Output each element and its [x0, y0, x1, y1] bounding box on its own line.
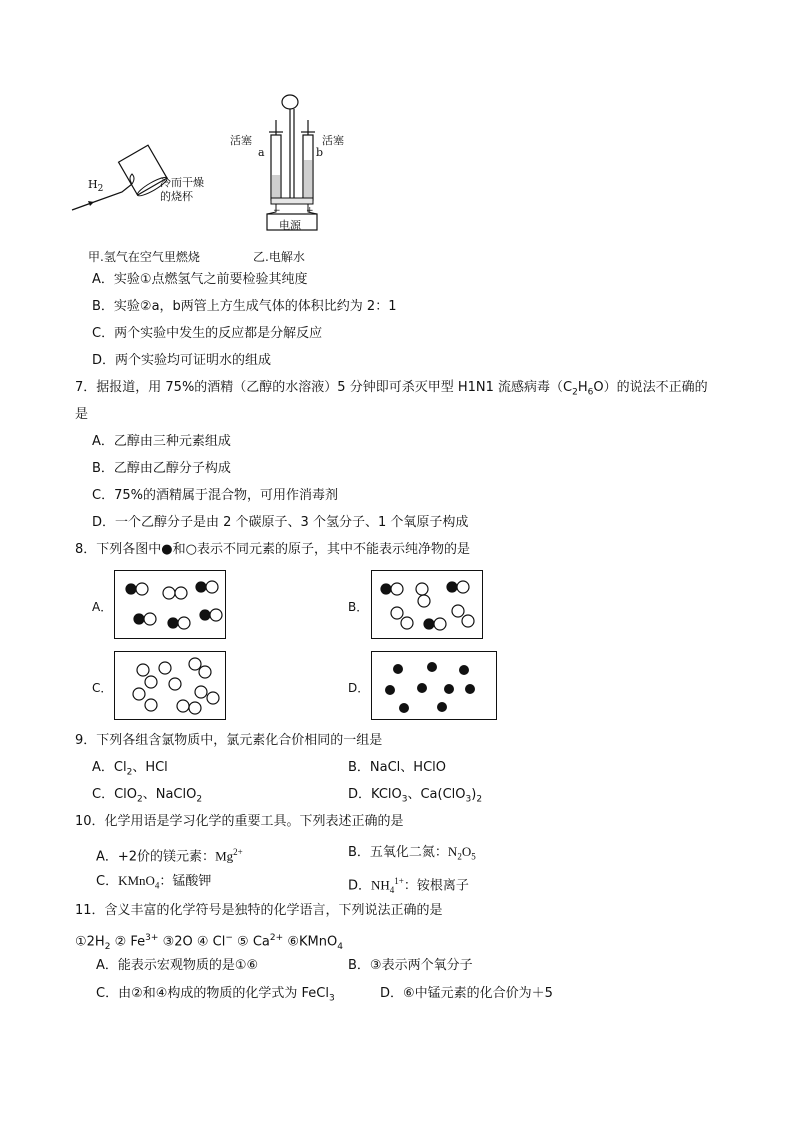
q7-option-c: C．75%的酒精属于混合物，可用作消毒剂	[92, 488, 338, 503]
q7-option-d: D．一个乙醇分子是由 2 个碳原子、3 个氢分子、1 个氧原子构成	[92, 515, 469, 530]
q6-option-c: C．两个实验中发生的反应都是分解反应	[92, 326, 323, 341]
valve-right-label: 活塞	[322, 134, 344, 147]
q11-symbols: $①2H_2$ ② $Fe^{3+}$ ③2O ④ Cl− ⑤ $Ca^{2+}$ ⑥KMnO$_4$	[75, 933, 343, 952]
q8-label-a: A．	[92, 600, 113, 614]
power-label: 电源	[279, 219, 301, 232]
q7-stem-cont: 是	[75, 407, 89, 422]
q10-option-b: B．五氧化二氮：$N_2O_5$	[348, 844, 476, 862]
tube-b-label: b	[316, 146, 324, 159]
q10-option-c: C．KMnO$_4$：锰酸钾	[96, 873, 212, 891]
q8-stem: 8．下列各图中●和○表示不同元素的原子，其中不能表示纯净物的是	[75, 542, 470, 557]
h2-subscript: 2	[97, 184, 104, 195]
q6-option-b: B．实验②a，b两管上方生成气体的体积比约为 2：1	[92, 299, 397, 314]
q8-diagram-a	[114, 570, 226, 639]
q8-label-b: B．	[348, 600, 369, 614]
q11-option-a: A．能表示宏观物质的是①⑥	[96, 958, 259, 973]
valve-left-label: 活塞	[230, 134, 252, 147]
q9-option-a: A．$Cl_2$、HCl	[92, 760, 168, 778]
q7-option-b: B．乙醇由乙醇分子构成	[92, 461, 231, 476]
beaker-label-1: 冷而干燥	[160, 176, 204, 189]
beaker-label-2: 的烧杯	[160, 190, 193, 203]
q8-diagram-b	[371, 570, 483, 639]
q9-stem: 9．下列各组含氯物质中，氯元素化合价相同的一组是	[75, 733, 383, 748]
q11-option-d: D．⑥中锰元素的化合价为＋5	[380, 986, 553, 1001]
q11-option-b: B．③表示两个氧分子	[348, 958, 473, 973]
minus-sign: −	[273, 206, 281, 216]
q9-option-b: B．NaCl、HClO	[348, 760, 446, 775]
tube-a-label: a	[258, 146, 265, 159]
q9-option-c: C．ClO$_2$、NaClO$_2$	[92, 787, 203, 805]
q8-label-d: D．	[348, 681, 370, 695]
q10-stem: 10．化学用语是学习化学的重要工具。下列表述正确的是	[75, 814, 404, 829]
experiment-figure	[60, 90, 380, 270]
q11-stem: 11．含义丰富的化学符号是独特的化学语言，下列说法正确的是	[75, 903, 443, 918]
q10-option-a: A．+2价的镁元素：$Mg^{2+}$	[96, 847, 243, 865]
q11-option-c: C．由②和④构成的物质的化学式为 FeCl$_3$	[96, 986, 335, 1004]
q6-option-d: D．两个实验均可证明水的组成	[92, 353, 272, 368]
q6-option-a: A．实验①点燃氢气之前要检验其纯度	[92, 272, 308, 287]
q7-option-a: A．乙醇由三种元素组成	[92, 434, 231, 449]
q8-diagram-c	[114, 651, 226, 720]
q10-option-d: D．$NH_4^{1+}$：铵根离子	[348, 876, 469, 895]
left-caption: 甲.氢气在空气里燃烧	[88, 250, 200, 264]
q9-option-d: D．KClO$_3$、$Ca(ClO_3)_2$	[348, 787, 483, 805]
electrolysis-apparatus-illustration	[255, 90, 375, 240]
h2-label: H	[88, 178, 98, 191]
q8-label-c: C．	[92, 681, 113, 695]
right-caption: 乙.电解水	[253, 250, 305, 264]
plus-sign: +	[306, 206, 314, 216]
q7-stem: 7．据报道，用 75%的酒精（乙醇的水溶液）5 分钟即可杀灭甲型 H1N1 流感病毒$(C_2H_6O)$的说法不正确的	[75, 380, 708, 398]
q8-diagram-d	[371, 651, 497, 720]
